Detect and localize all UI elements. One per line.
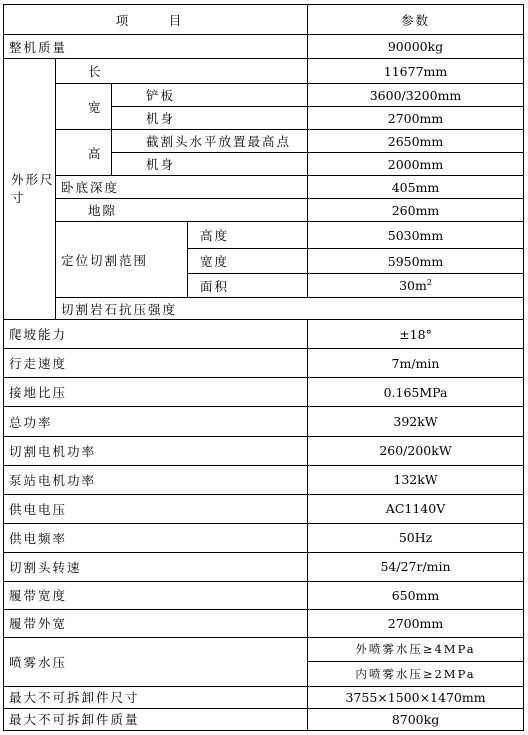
row-value: 2000mm (308, 153, 524, 176)
row-value: 3755×1500×1470mm (308, 686, 524, 708)
row-value-inner-spray: 内喷雾水压≥2MPa (308, 661, 524, 686)
row-value: 5950mm (308, 249, 524, 274)
value-base: 30m (399, 278, 427, 294)
table-row (4, 349, 524, 378)
table-row (4, 176, 524, 199)
height-group-label: 高 (56, 130, 112, 176)
row-label: 切割岩石抗压强度 (56, 298, 524, 320)
table-row (4, 84, 524, 107)
row-value: 8700kg (308, 708, 524, 730)
row-value-outer-spray: 外喷雾水压≥4MPa (308, 637, 524, 661)
row-value: 392kW (308, 407, 524, 436)
header-item: 项 目 (4, 5, 308, 35)
row-label: 爬坡能力 (4, 320, 308, 349)
table-row (4, 378, 524, 407)
row-value: 54/27r/min (308, 552, 524, 581)
row-value: 7m/min (308, 349, 524, 378)
table-row (4, 708, 524, 730)
table-row (4, 199, 524, 222)
table-row (4, 222, 524, 249)
width-group-label: 宽 (56, 84, 112, 130)
row-label: 铲板 (112, 84, 308, 107)
value-superscript: 2 (426, 278, 432, 288)
table-row (4, 609, 524, 637)
row-value: 260/200kW (308, 436, 524, 465)
row-value: 650mm (308, 581, 524, 609)
row-label: 长 (56, 59, 308, 84)
row-label: 喷雾水压 (4, 637, 308, 686)
row-label: 高度 (188, 222, 308, 249)
row-label: 切割头转速 (4, 552, 308, 581)
row-value: 260mm (308, 199, 524, 222)
row-label: 截割头水平放置最高点 (112, 130, 308, 153)
row-label: 行走速度 (4, 349, 308, 378)
table-row (4, 494, 524, 523)
table-row (4, 436, 524, 465)
row-label: 机身 (112, 107, 308, 130)
table-row (4, 581, 524, 609)
row-value: 405mm (308, 176, 524, 199)
table-row (4, 465, 524, 494)
row-label: 泵站电机功率 (4, 465, 308, 494)
header-row (4, 5, 524, 35)
table-row (4, 523, 524, 552)
table-row (4, 59, 524, 84)
row-label: 最大不可拆卸件尺寸 (4, 686, 308, 708)
row-value (308, 274, 524, 298)
row-label: 履带外宽 (4, 609, 308, 637)
row-value: 5030mm (308, 222, 524, 249)
table-row (4, 407, 524, 436)
table-row (4, 35, 524, 59)
dimension-group-label: 外形尺寸 (4, 59, 56, 320)
spec-table (3, 4, 524, 731)
table-row (4, 686, 524, 708)
row-value: 132kW (308, 465, 524, 494)
row-value: 3600/3200mm (308, 84, 524, 107)
table-row (4, 320, 524, 349)
row-value: 90000kg (308, 35, 524, 59)
row-label: 宽度 (188, 249, 308, 274)
row-value: 2700mm (308, 609, 524, 637)
row-label: 地隙 (56, 199, 308, 222)
header-param: 参数 (308, 5, 524, 35)
row-label: 接地比压 (4, 378, 308, 407)
row-label: 切割电机功率 (4, 436, 308, 465)
table-row (4, 130, 524, 153)
row-label: 供电电压 (4, 494, 308, 523)
row-label: 机身 (112, 153, 308, 176)
row-label: 卧底深度 (56, 176, 308, 199)
row-value: 0.165MPa (308, 378, 524, 407)
row-value: 50Hz (308, 523, 524, 552)
row-value: 2650mm (308, 130, 524, 153)
row-value: ±18° (308, 320, 524, 349)
row-label: 履带宽度 (4, 581, 308, 609)
row-label: 总功率 (4, 407, 308, 436)
row-label: 供电频率 (4, 523, 308, 552)
row-label: 面积 (188, 274, 308, 298)
row-label: 最大不可拆卸件质量 (4, 708, 308, 730)
row-value: AC1140V (308, 494, 524, 523)
range-group-label: 定位切割范围 (56, 222, 188, 298)
table-row (4, 637, 524, 661)
row-value: 11677mm (308, 59, 524, 84)
row-value: 2700mm (308, 107, 524, 130)
table-row (4, 298, 524, 320)
row-label: 整机质量 (4, 35, 308, 59)
table-row (4, 552, 524, 581)
